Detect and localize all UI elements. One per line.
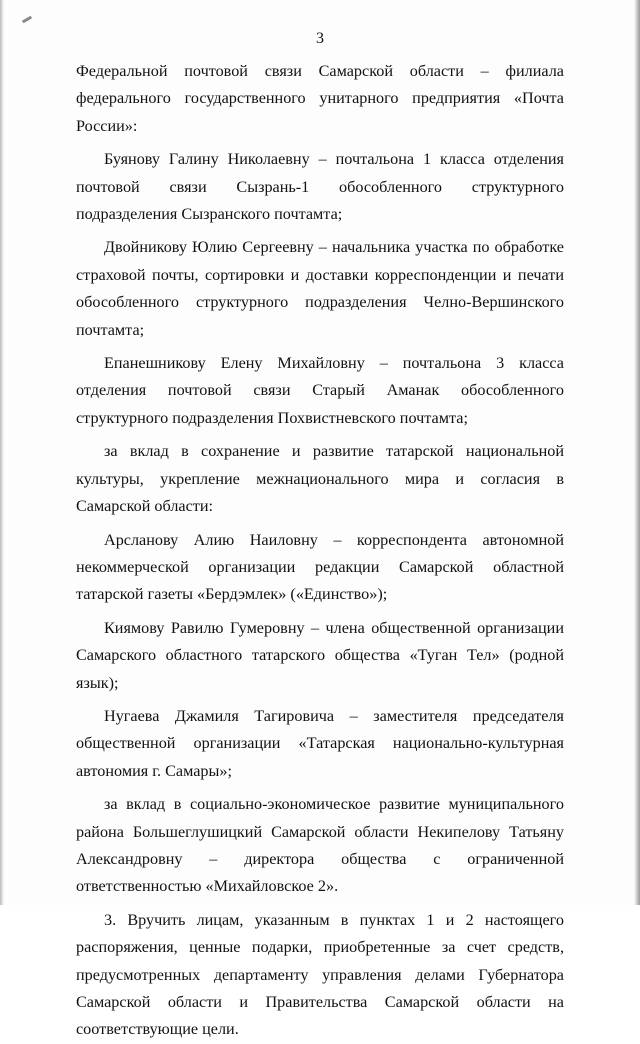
paragraph-organization-end: Федеральной почтовой связи Самарской области – филиала федерального государственного унитарного предприятия «Почта России»:	[76, 62, 564, 135]
paragraph-item-3: 3. Вручить лицам, указанным в пунктах 1 и 2 настоящего распоряжения, ценные подарки, приобретенные за счет средств, предусмотренных департаменту управления делами Губернатора Самарской области и Правительства Самарской области на соответствующие цели.	[76, 910, 564, 1039]
page-number: 3	[316, 30, 324, 47]
paragraph-tatar-culture-heading: за вклад в сохранение и развитие татарской национальной культуры, укрепление межнационального мира и согласия в Самарской области:	[76, 442, 564, 516]
scan-mark	[22, 16, 32, 24]
paragraph-kiyamova: Киямову Равилю Гумеровну – члена общественной организации Самарского областного татарского общества «Туган Тел» (родной язык);	[76, 618, 564, 692]
paragraph-nekipelova: за вклад в социально-экономическое развитие муниципального района Большеглушицкий Самарской области Некипелову Татьяну Александровну – директора общества с ограниченной ответственностью «Михайловское 2».	[76, 795, 564, 896]
scan-edge-right	[634, 0, 640, 905]
paragraph-arslanova: Арсланову Алию Наиловну – корреспондента автономной некоммерческой организации редакции Самарской областной татарской газеты «Бердэмлек» («Единство»);	[76, 530, 564, 604]
scan-edge-left	[0, 0, 4, 905]
paragraph-dvoinikova: Двойникову Юлию Сергеевну – начальника участка по обработке страховой почты, сортировки и доставки корреспонденции и печати обособленного структурного подразделения Челно-Вершинского почтамта;	[76, 238, 564, 339]
paragraph-epaneshnikova: Епанешникову Елену Михайловну – почтальона 3 класса отделения почтовой связи Старый Аманак обособленного структурного подразделения Похвистневского почтамта;	[76, 354, 564, 427]
document-body	[76, 58, 564, 1044]
paragraph-buyanova: Буянову Галину Николаевну – почтальона 1 класса отделения почтовой связи Сызрань-1 обособленного структурного подразделения Сызранского почтамта;	[76, 150, 564, 224]
paragraph-nugaev: Нугаева Джамиля Тагировича – заместителя председателя общественной организации «Татарская национально-культурная автономия г. Самары»;	[76, 706, 564, 780]
